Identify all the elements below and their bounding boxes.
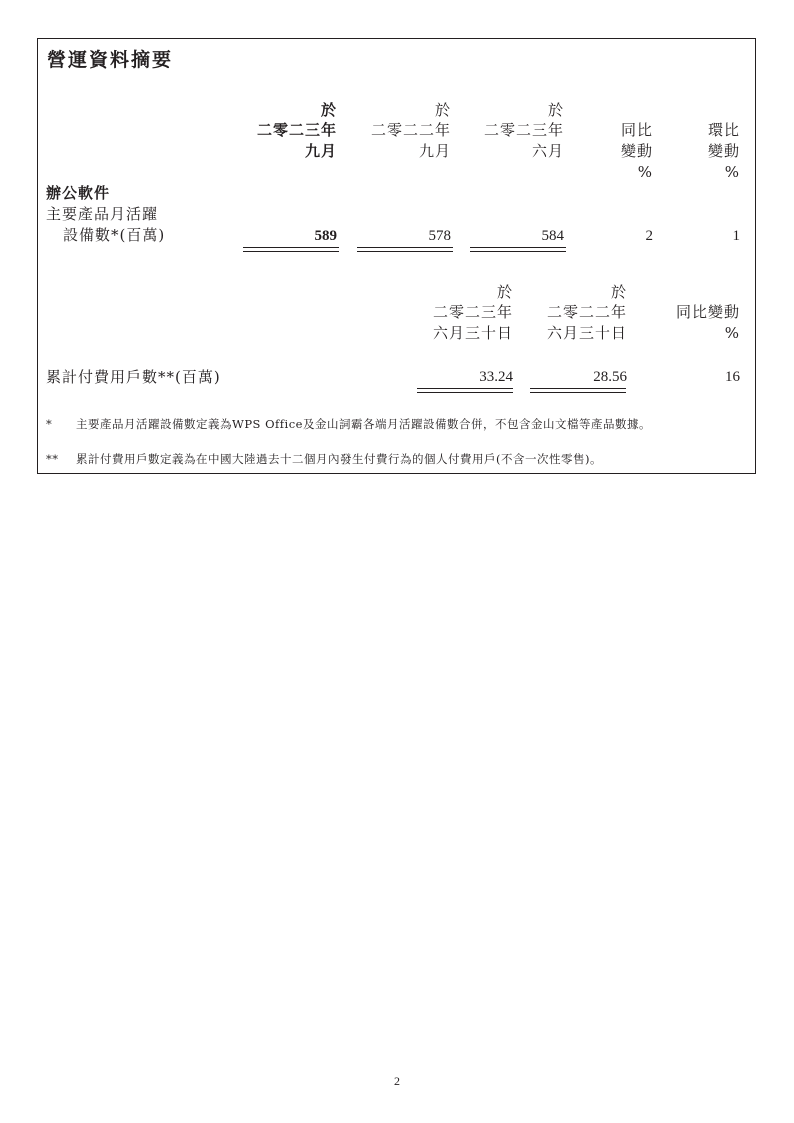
t2-header-col3-line1: 同比變動 bbox=[675, 303, 740, 321]
header-col3-line1: 於 bbox=[547, 101, 564, 119]
footnote-1-text: 主要產品月活躍設備數定義為WPS Office及金山詞霸各端月活躍設備數合併，不包含金山文檔等產品數據。 bbox=[76, 417, 651, 431]
value-paying-users-2023: 33.24 bbox=[479, 369, 513, 385]
header-col2-line2: 二零二二年 bbox=[370, 121, 451, 139]
row-label-paying-users: 累計付費用戶數**(百萬) bbox=[46, 368, 221, 386]
header-col2-line3: 九月 bbox=[418, 142, 451, 160]
section-title: 營運資料摘要 bbox=[47, 49, 174, 71]
footnote-1-mark: * bbox=[46, 417, 53, 431]
header-col5-line3: % bbox=[724, 163, 740, 181]
row-label-mau-line1: 主要產品月活躍 bbox=[46, 205, 159, 223]
double-underline-col1 bbox=[243, 247, 339, 252]
t2-header-col1-line2: 二零二三年 bbox=[432, 303, 513, 321]
value-mau-2023-sep: 589 bbox=[314, 228, 337, 244]
header-col5-line2: 變動 bbox=[707, 142, 740, 160]
double-underline-col2 bbox=[357, 247, 453, 252]
footnote-2-text: 累計付費用戶數定義為在中國大陸過去十二個月內發生付費行為的個人付費用戶(不含一次性零售)。 bbox=[76, 452, 602, 466]
value-mau-2023-jun: 584 bbox=[541, 228, 564, 244]
t2-header-col2-line2: 二零二二年 bbox=[546, 303, 627, 321]
t2-header-col3-line2: % bbox=[724, 324, 740, 342]
t2-header-col1-line1: 於 bbox=[496, 283, 513, 301]
page-number: 2 bbox=[394, 1074, 400, 1088]
footnote-2-mark: ** bbox=[46, 452, 59, 466]
t2-header-col1-line3: 六月三十日 bbox=[432, 324, 513, 342]
header-col4-line1: 同比 bbox=[620, 121, 653, 139]
value-mau-qoq: 1 bbox=[732, 228, 740, 244]
t2-header-col2-line1: 於 bbox=[610, 283, 627, 301]
operational-summary-box bbox=[37, 38, 756, 474]
header-col4-line3: % bbox=[637, 163, 653, 181]
row-label-mau-line2: 設備數*(百萬) bbox=[63, 226, 166, 244]
t2-double-underline-col2 bbox=[530, 388, 626, 393]
value-mau-2022-sep: 578 bbox=[428, 228, 451, 244]
header-col1-line3: 九月 bbox=[304, 142, 337, 160]
t2-double-underline-col1 bbox=[417, 388, 513, 393]
header-col1-line1: 於 bbox=[320, 101, 337, 119]
header-col2-line1: 於 bbox=[434, 101, 451, 119]
header-col3-line2: 二零二三年 bbox=[483, 121, 564, 139]
value-mau-yoy: 2 bbox=[645, 228, 653, 244]
double-underline-col3 bbox=[470, 247, 566, 252]
header-col3-line3: 六月 bbox=[531, 142, 564, 160]
section-label-office-software: 辦公軟件 bbox=[46, 184, 111, 202]
header-col5-line1: 環比 bbox=[707, 121, 740, 139]
header-col1-line2: 二零二三年 bbox=[256, 121, 337, 139]
header-col4-line2: 變動 bbox=[620, 142, 653, 160]
t2-header-col2-line3: 六月三十日 bbox=[546, 324, 627, 342]
value-paying-users-yoy: 16 bbox=[725, 369, 740, 385]
value-paying-users-2022: 28.56 bbox=[593, 369, 627, 385]
